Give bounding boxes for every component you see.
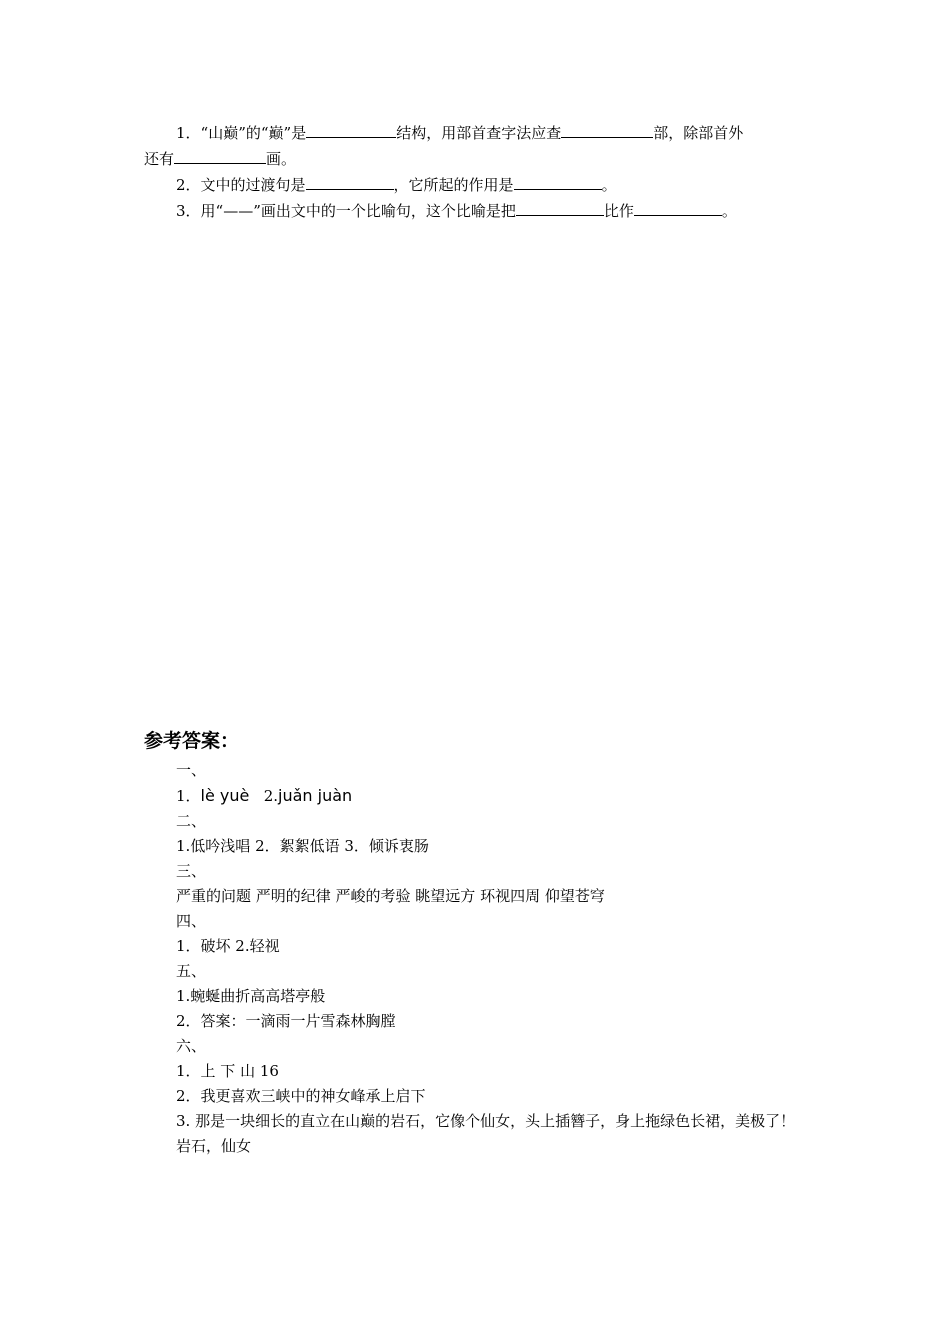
answer-blank — [306, 122, 396, 138]
q2-text-c: 。 — [601, 176, 617, 194]
answer-number: 1． — [176, 787, 201, 805]
section-heading: 三、 — [176, 862, 207, 880]
section-heading: 二、 — [176, 812, 207, 830]
answer-line: 3. 那是一块细长的直立在山巅的岩石，它像个仙女，头上插簪子，身上拖绿色长裙，美极了！ — [176, 1112, 796, 1130]
answer-line: 1.蜿蜒曲折高高塔亭般 — [176, 987, 326, 1005]
question-1-cont — [144, 146, 808, 172]
section-heading: 一、 — [176, 761, 207, 779]
pinyin-answer: lè yuè — [200, 786, 250, 805]
answer-key — [144, 728, 808, 1159]
q3-text-c: 。 — [721, 202, 737, 220]
q2-text-a: 2．文中的过渡句是 — [176, 176, 306, 194]
question-1 — [144, 120, 808, 146]
answer-line: 2．答案：一滴雨一片雪森林胸膛 — [176, 1012, 396, 1030]
answer-list — [144, 758, 808, 1159]
pinyin-answer: juǎn juàn — [278, 786, 353, 805]
section-heading: 六、 — [176, 1037, 207, 1055]
answer-line: 1．破坏 2.轻视 — [176, 937, 280, 955]
q1-text-a: 1．“山巅”的“巅”是 — [176, 124, 307, 142]
answer-line — [144, 783, 808, 809]
q1-text-e: 画。 — [266, 150, 297, 168]
questions-block — [144, 120, 808, 224]
answer-line: 岩石，仙女 — [176, 1137, 252, 1155]
q3-text-b: 比作 — [603, 202, 634, 220]
answer-blank — [174, 148, 266, 164]
q1-text-b: 结构，用部首查字法应查 — [396, 124, 562, 142]
section-heading: 四、 — [176, 912, 207, 930]
question-3 — [144, 198, 808, 224]
q3-text-a: 3．用“——”画出文中的一个比喻句，这个比喻是把 — [176, 202, 516, 220]
answer-number: 2. — [263, 787, 278, 805]
answer-blank — [516, 200, 604, 216]
q1-text-c: 部，除部首外 — [653, 124, 744, 142]
answer-blank — [634, 200, 722, 216]
section-heading: 五、 — [176, 962, 207, 980]
answer-blank — [514, 174, 602, 190]
answer-key-title: 参考答案： — [144, 730, 240, 752]
answer-line: 1．上 下 山 16 — [176, 1062, 279, 1080]
answer-line: 严重的问题 严明的纪律 严峻的考验 眺望远方 环视四周 仰望苍穹 — [176, 887, 605, 905]
answer-line: 1.低吟浅唱 2．絮絮低语 3．倾诉衷肠 — [176, 837, 429, 855]
q1-text-d: 还有 — [144, 150, 175, 168]
question-2 — [144, 172, 808, 198]
answer-line: 2．我更喜欢三峡中的神女峰承上启下 — [176, 1087, 426, 1105]
q2-text-b: ，它所起的作用是 — [393, 176, 514, 194]
answer-blank — [306, 174, 394, 190]
answer-blank — [561, 122, 653, 138]
